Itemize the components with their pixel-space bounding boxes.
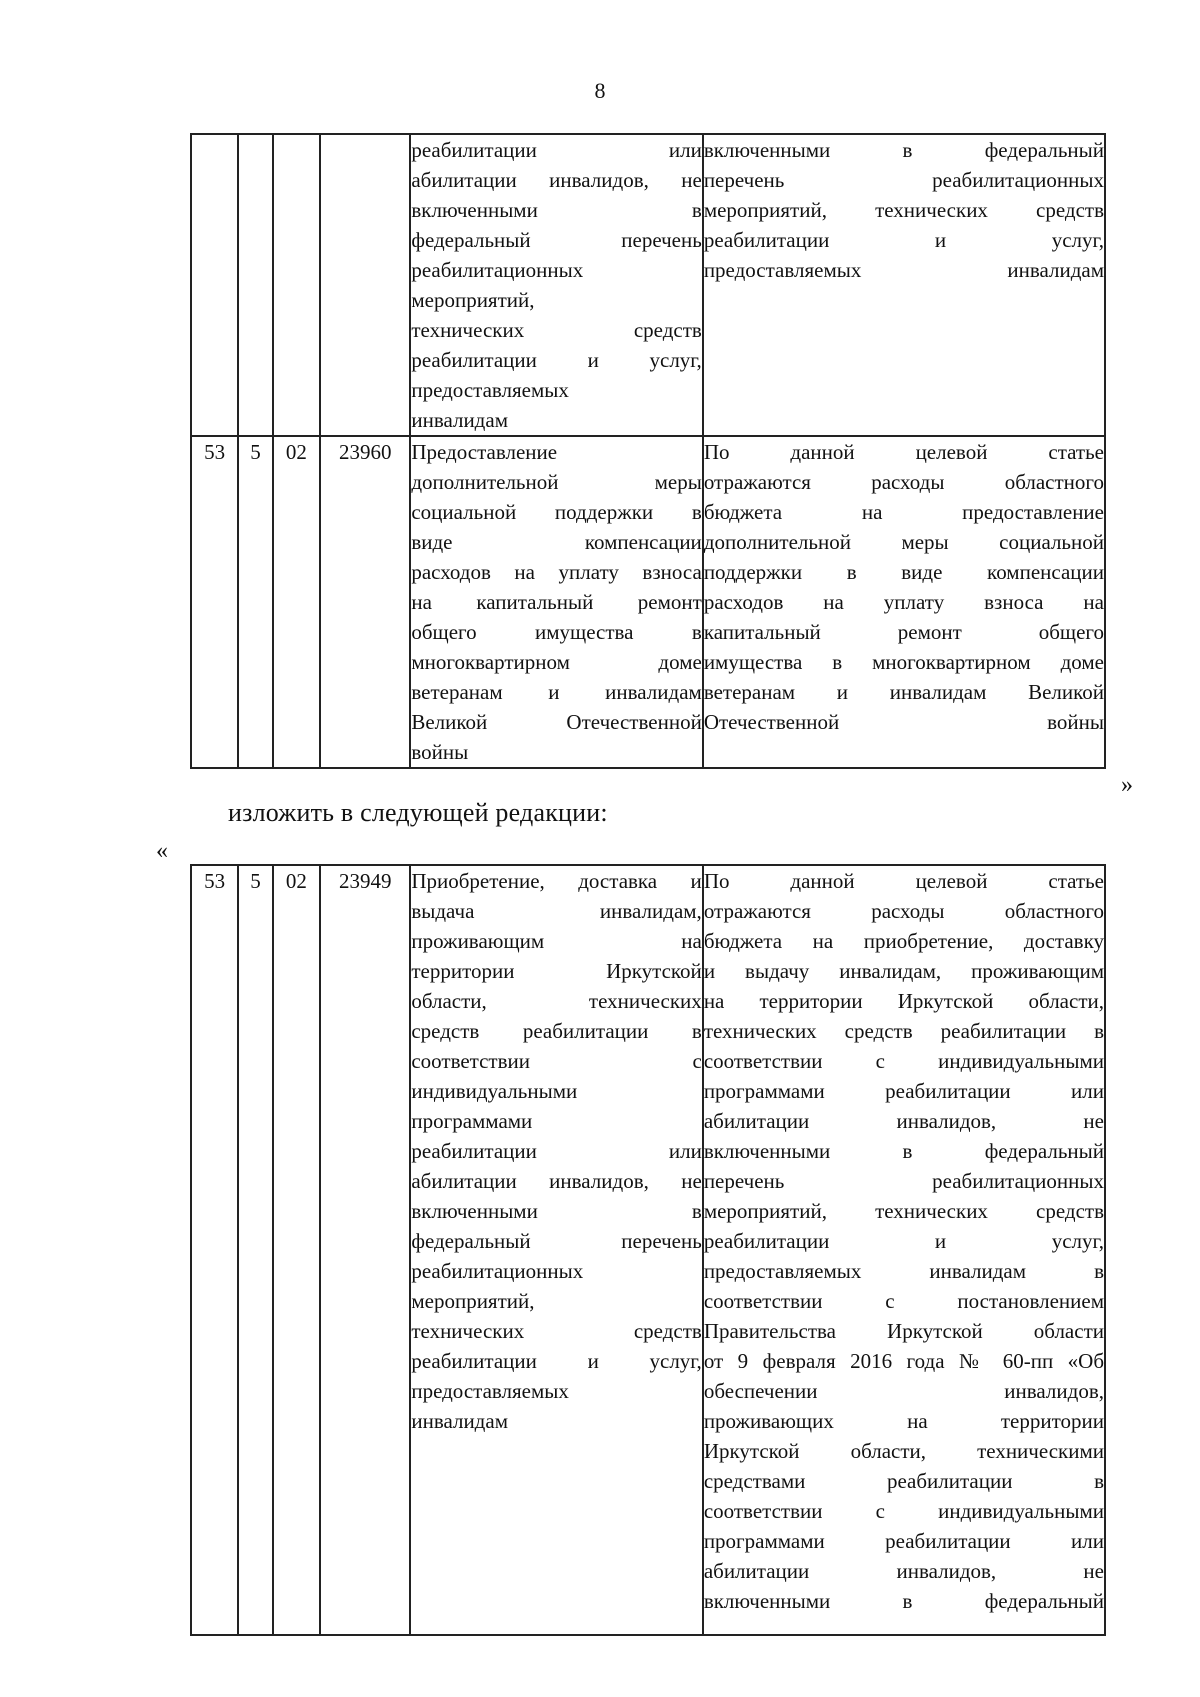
cell-text-line: предоставляемых инвалидам в bbox=[703, 1259, 1104, 1283]
cell-text-line: технических средств bbox=[411, 318, 702, 342]
cell-text-line: поддержки в виде компенсации bbox=[703, 560, 1104, 584]
cell-text-line: области, технических bbox=[411, 989, 702, 1013]
cell-text-line: предоставляемых bbox=[411, 1379, 569, 1403]
cell-text-line: Великой Отечественной bbox=[411, 710, 702, 734]
cell-text-line: реабилитационных bbox=[411, 1259, 584, 1283]
cell-text-line: реабилитации и услуг, bbox=[703, 1229, 1104, 1253]
table-row bbox=[191, 865, 1105, 1635]
cell-text-line: включенными в bbox=[411, 1199, 702, 1223]
code-cell: 5 bbox=[238, 436, 272, 768]
code-cell bbox=[320, 134, 410, 436]
cell-text-line: программами bbox=[411, 1109, 533, 1133]
cell-text-line: Отечественной войны bbox=[703, 710, 1104, 734]
cell-text-line: перечень реабилитационных bbox=[703, 168, 1104, 192]
cell-text-line: на капитальный ремонт bbox=[411, 590, 702, 614]
cell-text-line: программами реабилитации или bbox=[703, 1529, 1104, 1553]
cell-text-line: ветеранам и инвалидам Великой bbox=[703, 680, 1104, 704]
cell-text-line: соответствии с bbox=[411, 1049, 702, 1073]
code-cell: 53 bbox=[191, 436, 238, 768]
cell-text-line: абилитации инвалидов, не bbox=[411, 1169, 702, 1193]
code-cell: 23960 bbox=[320, 436, 410, 768]
article-name-cell bbox=[410, 134, 702, 436]
cell-text-line: инвалидам bbox=[411, 1409, 508, 1433]
cell-text-line: реабилитации и услуг, bbox=[703, 228, 1104, 252]
budget-table-new-edition bbox=[190, 864, 1106, 1636]
cell-text-line: виде компенсации bbox=[411, 530, 702, 554]
cell-text-line: реабилитации или bbox=[411, 1139, 702, 1163]
code-cell: 23949 bbox=[320, 865, 410, 1635]
cell-text-line: расходов на уплату взноса bbox=[411, 560, 702, 584]
budget-table-continued bbox=[190, 133, 1106, 769]
cell-text-line: федеральный перечень bbox=[411, 1229, 702, 1253]
cell-text-line: многоквартирном доме bbox=[411, 650, 702, 674]
cell-text-line: общего имущества в bbox=[411, 620, 702, 644]
cell-text-line: перечень реабилитационных bbox=[703, 1169, 1104, 1193]
cell-text-line: имущества в многоквартирном доме bbox=[703, 650, 1104, 674]
cell-text-line: обеспечении инвалидов, bbox=[703, 1379, 1104, 1403]
cell-text-line: Правительства Иркутской области bbox=[703, 1319, 1104, 1343]
code-cell: 02 bbox=[273, 436, 320, 768]
cell-text-line: По данной целевой статье bbox=[703, 869, 1104, 893]
cell-text-line: социальной поддержки в bbox=[411, 500, 702, 524]
cell-text-line: инвалидам bbox=[411, 408, 508, 432]
cell-text-line: дополнительной меры bbox=[411, 470, 702, 494]
cell-text-line: абилитации инвалидов, не bbox=[703, 1109, 1104, 1133]
opening-quote: « bbox=[156, 838, 168, 864]
cell-text-line: отражаются расходы областного bbox=[703, 899, 1104, 923]
cell-text-line: средствами реабилитации в bbox=[703, 1469, 1104, 1493]
cell-text-line: дополнительной меры социальной bbox=[703, 530, 1104, 554]
cell-text-line: включенными в федеральный bbox=[703, 1139, 1104, 1163]
cell-text-line: отражаются расходы областного bbox=[703, 470, 1104, 494]
cell-text-line: технических средств bbox=[411, 1319, 702, 1343]
cell-text-line: соответствии с индивидуальными bbox=[703, 1499, 1104, 1523]
article-description-cell bbox=[703, 436, 1105, 768]
closing-quote: » bbox=[1121, 772, 1133, 798]
cell-text-line: реабилитации и услуг, bbox=[411, 348, 702, 372]
cell-text-line: реабилитации или bbox=[411, 138, 702, 162]
cell-text-line: соответствии с индивидуальными bbox=[703, 1049, 1104, 1073]
article-description-cell bbox=[703, 865, 1105, 1635]
instruction-text: изложить в следующей редакции: bbox=[228, 798, 608, 827]
cell-text-line: абилитации инвалидов, не bbox=[703, 1559, 1104, 1583]
cell-text-line: реабилитации и услуг, bbox=[411, 1349, 702, 1373]
cell-text-line: соответствии с постановлением bbox=[703, 1289, 1104, 1313]
cell-text-line: включенными в bbox=[411, 198, 702, 222]
cell-text-line: капитальный ремонт общего bbox=[703, 620, 1104, 644]
cell-text-line: на территории Иркутской области, bbox=[703, 989, 1104, 1013]
code-cell: 53 bbox=[191, 865, 238, 1635]
cell-text-line: Приобретение, доставка и bbox=[411, 869, 702, 893]
cell-text-line: ветеранам и инвалидам bbox=[411, 680, 702, 704]
page-number: 8 bbox=[594, 78, 606, 103]
cell-text-line: По данной целевой статье bbox=[703, 440, 1104, 464]
cell-text-line: мероприятий, технических средств bbox=[703, 198, 1104, 222]
table-row bbox=[191, 436, 1105, 768]
code-cell bbox=[238, 134, 272, 436]
cell-text-line: бюджета на приобретение, доставку bbox=[703, 929, 1104, 953]
cell-text-line: технических средств реабилитации в bbox=[703, 1019, 1104, 1043]
cell-text-line: от 9 февраля 2016 года № 60-пп «Об bbox=[703, 1349, 1104, 1373]
cell-text-line: абилитации инвалидов, не bbox=[411, 168, 702, 192]
cell-text-line: войны bbox=[411, 740, 469, 764]
cell-text-line: мероприятий, bbox=[411, 288, 535, 312]
cell-text-line: программами реабилитации или bbox=[703, 1079, 1104, 1103]
cell-text-line: реабилитационных bbox=[411, 258, 584, 282]
cell-text-line: Предоставление bbox=[411, 440, 558, 464]
cell-text-line: проживающим на bbox=[411, 929, 702, 953]
cell-text-line: мероприятий, технических средств bbox=[703, 1199, 1104, 1223]
cell-text-line: выдача инвалидам, bbox=[411, 899, 702, 923]
cell-text-line: предоставляемых bbox=[411, 378, 569, 402]
cell-text-line: Иркутской области, техническими bbox=[703, 1439, 1104, 1463]
article-name-cell bbox=[410, 436, 702, 768]
cell-text-line: включенными в федеральный bbox=[703, 1589, 1104, 1613]
cell-text-line: мероприятий, bbox=[411, 1289, 535, 1313]
article-description-cell bbox=[703, 134, 1105, 436]
code-cell bbox=[273, 134, 320, 436]
cell-text-line: территории Иркутской bbox=[411, 959, 702, 983]
cell-text-line: индивидуальными bbox=[411, 1079, 578, 1103]
cell-text-line: федеральный перечень bbox=[411, 228, 702, 252]
code-cell: 02 bbox=[273, 865, 320, 1635]
article-name-cell bbox=[410, 865, 702, 1635]
cell-text-line: предоставляемых инвалидам bbox=[703, 258, 1104, 282]
cell-text-line: бюджета на предоставление bbox=[703, 500, 1104, 524]
cell-text-line: средств реабилитации в bbox=[411, 1019, 702, 1043]
cell-text-line: и выдачу инвалидам, проживающим bbox=[703, 959, 1104, 983]
table-row bbox=[191, 134, 1105, 436]
code-cell bbox=[191, 134, 238, 436]
code-cell: 5 bbox=[238, 865, 272, 1635]
cell-text-line: расходов на уплату взноса на bbox=[703, 590, 1104, 614]
cell-text-line: включенными в федеральный bbox=[703, 138, 1104, 162]
cell-text-line: проживающих на территории bbox=[703, 1409, 1104, 1433]
